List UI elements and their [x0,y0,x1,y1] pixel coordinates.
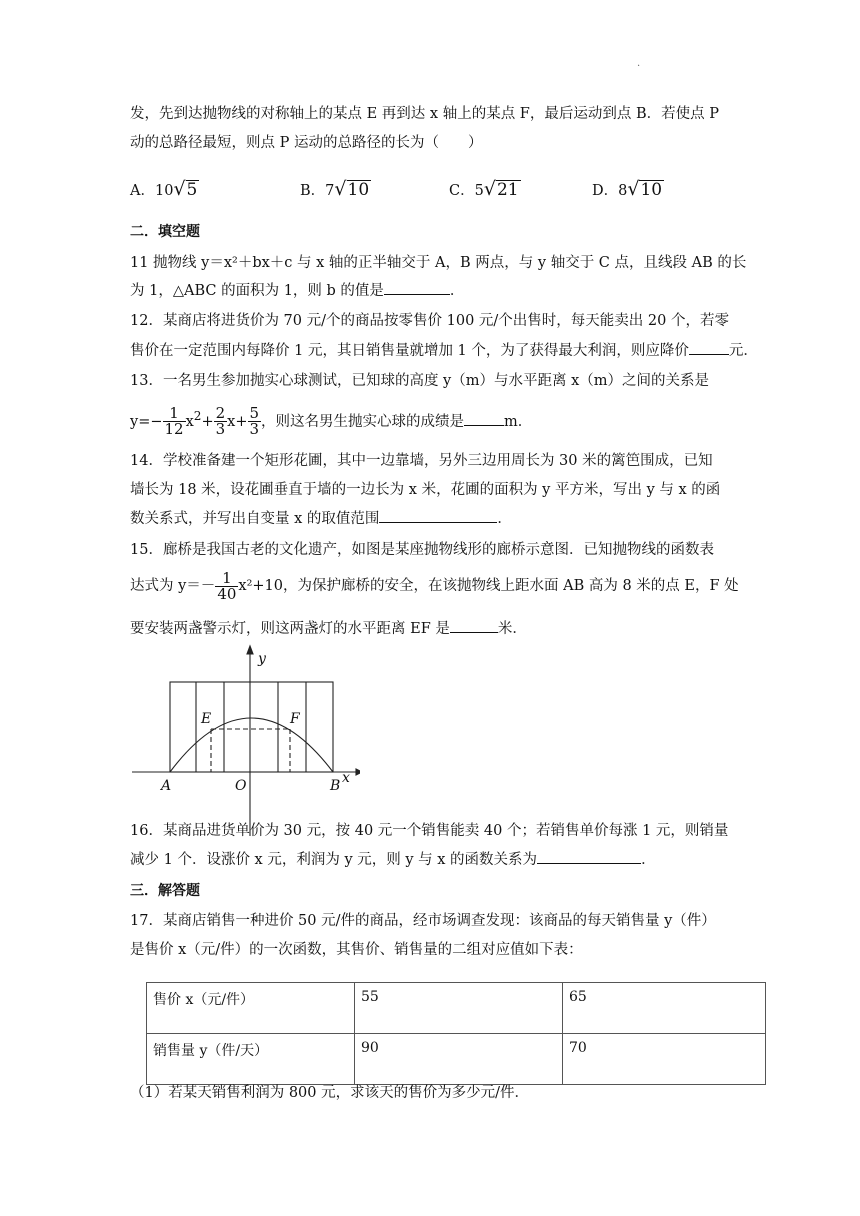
q11-line-1: 11 抛物线 y＝x²＋bx＋c 与 x 轴的正半轴交于 A，B 两点，与 y 轴交于 C 点，且线段 AB 的长 [130,255,747,271]
table-cell: 70 [563,1034,766,1085]
answer-blank [537,849,641,864]
q15-line-1: 15．廊桥是我国古老的文化遗产，如图是某座抛物线形的廊桥示意图．已知抛物线的函数表 [130,542,714,558]
option-b: B．7√10 [300,178,370,200]
section-heading-solutions: 三．解答题 [130,883,200,899]
section-heading-fill-in: 二．填空题 [130,224,200,240]
answer-blank [450,618,498,633]
answer-blank [379,508,497,523]
q13-line-1: 13．一名男生参加抛实心球测试，已知球的高度 y（m）与水平距离 x（m）之间的关系是 [130,373,710,389]
q11-line-2: 为 1，△ABC 的面积为 1，则 b 的值是 ． [130,280,464,301]
label-f: F [290,711,300,727]
label-b: B [330,778,341,794]
q15-line-3: 要安装两盏警示灯，则这两盏灯的水平距离 EF 是 米． [130,618,527,639]
table-cell: 90 [355,1034,563,1085]
table-cell: 售价 x（元/件） [147,983,355,1034]
option-c: C．5√21 [449,178,519,200]
q10-line-2: 动的总路径最短，则点 P 运动的总路径的长为（ ） [130,135,483,151]
table-cell: 销售量 y（件/天） [147,1034,355,1085]
label-y: y [258,651,266,667]
label-a: A [161,778,172,794]
q17-line-1: 17．某商店销售一种进价 50 元/件的商品，经市场调查发现：该商品的每天销售量 y（件） [130,913,716,929]
q17-line-2: 是售价 x（元/件）的一次函数，其售价、销售量的二组对应值如下表： [130,942,583,958]
parabola-arch [170,718,333,772]
q17-table [146,982,766,1085]
option-d: D．8√10 [592,178,663,200]
q16-line-1: 16．某商品进货单价为 30 元，按 40 元一个销售能卖 40 个；若销售单价每涨 1 元，则销量 [130,823,729,839]
q14-line-3: 数关系式，并写出自变量 x 的取值范围 ． [130,508,512,529]
answer-blank [689,340,729,355]
option-a: A．10√5 [130,178,198,200]
q12-line-2: 售价在一定范围内每降价 1 元，其日销售量就增加 1 个，为了获得最大利润，则应降价 元． [130,340,758,361]
q10-line-1: 发，先到达抛物线的对称轴上的某点 E 再到达 x 轴上的某点 F，最后运动到点 B．若使点 P [130,106,719,122]
page-dot: . [637,58,641,69]
bridge-frame [170,682,333,772]
q16-line-2: 减少 1 个．设涨价 x 元，利润为 y 元，则 y 与 x 的函数关系为 ． [130,849,656,870]
x-axis-arrow [356,769,360,775]
q13-formula-line: y=− $\frac{1}{12}$ $x^2+$ $\frac{2}{3}$ x+ $\frac{5}{3}$ ，则这名男生抛实心球的成绩是 m． [130,404,533,439]
label-x: x [342,770,350,786]
answer-blank [464,411,504,426]
q17-sub-1: （1）若某天销售利润为 800 元，求该天的售价为多少元/件． [130,1085,530,1101]
label-e: E [201,711,212,727]
answer-blank [384,280,450,295]
q14-line-1: 14．学校准备建一个矩形花圃，其中一边靠墙，另外三边用周长为 30 米的篱笆围成，已知 [130,453,713,469]
y-axis-arrow [247,646,253,654]
bridge-figure [120,640,360,840]
label-o: O [235,778,247,794]
q15-line-2: 达式为 y＝－ $\frac{1}{40}$ x²+10，为保护廊桥的安全，在该抛物线上距水面 AB 高为 8 米的点 E，F 处 [130,568,739,603]
table-cell: 65 [563,983,766,1034]
table-row [147,983,766,1034]
table-row [147,1034,766,1085]
table-cell: 55 [355,983,563,1034]
q14-line-2: 墙长为 18 米，设花圃垂直于墙的一边长为 x 米，花圃的面积为 y 平方米，写出 y 与 x 的函 [130,482,721,498]
q12-line-1: 12．某商店将进货价为 70 元/个的商品按零售价 100 元/个出售时，每天能卖出 20 个，若零 [130,313,729,329]
